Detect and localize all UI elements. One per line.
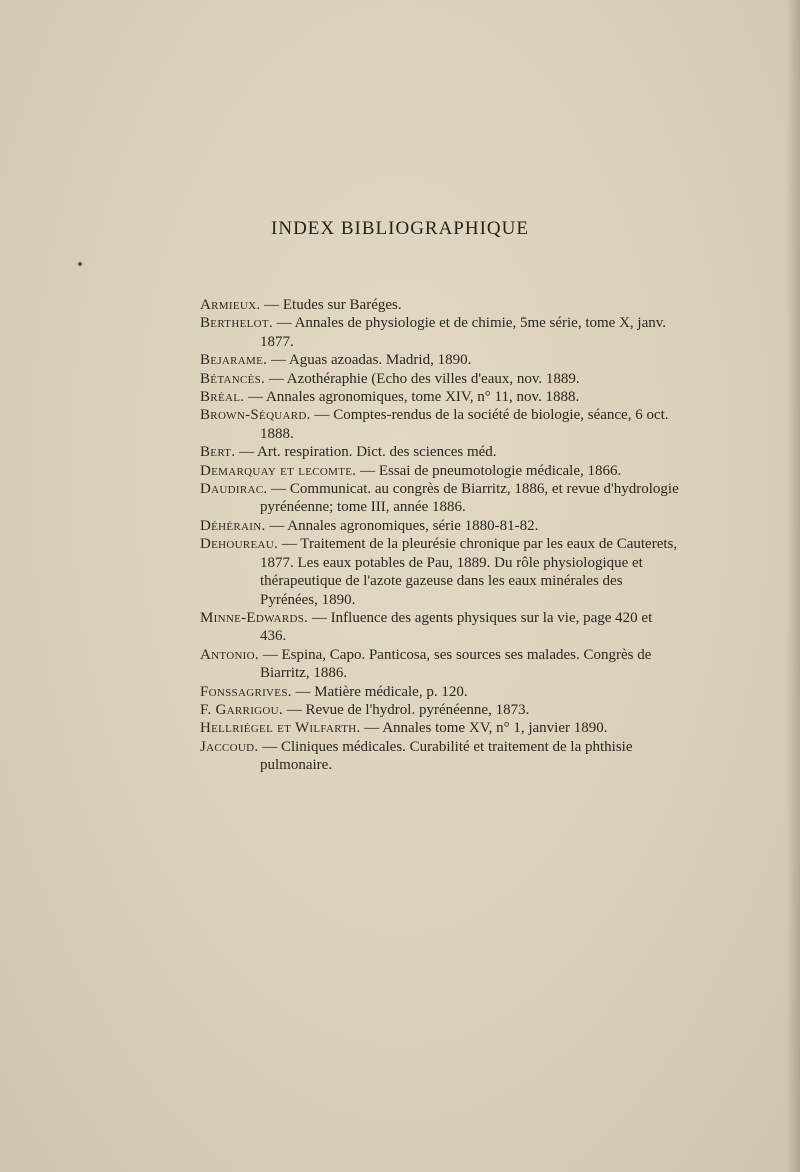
- entry-author: Bejarame.: [200, 352, 268, 369]
- entry-reference: — Art. respiration. Dict. des sciences méd.: [235, 444, 497, 461]
- bibliography-entry: [200, 388, 680, 406]
- bibliography-entry: [200, 683, 680, 701]
- entry-reference: — Azothéraphie (Echo des villes d'eaux, nov. 1889.: [265, 370, 580, 387]
- bibliography-index: [200, 296, 680, 775]
- entry-author: Brown-Séquard.: [200, 407, 311, 424]
- entry-author: Daudirac.: [200, 481, 268, 498]
- entry-author: Déhérain.: [200, 517, 266, 534]
- entry-author: Minne-Edwards.: [200, 609, 309, 626]
- bibliography-entry: [200, 462, 680, 480]
- bibliography-entry: [200, 517, 680, 535]
- entry-reference: — Influence des agents physiques sur la vie, page 420 et 436.: [260, 609, 653, 645]
- entry-author: Dehoureau.: [200, 536, 279, 553]
- entry-reference: — Comptes-rendus de la société de biologie, séance, 6 oct. 1888.: [260, 407, 669, 442]
- bibliography-entry: [200, 480, 680, 517]
- entry-author: F. Garrigou.: [200, 701, 283, 718]
- entry-reference: — Traitement de la pleurésie chronique par les eaux de Cauterets, 1877. Les eaux potables de Pau, 1889. Du rôle physiologique et thérapeutique de l'azote gazeuse dans les eaux minérales des Pyrénées, 1890.: [260, 536, 678, 608]
- entry-author: Bréal.: [200, 389, 245, 406]
- bibliography-entry: [200, 296, 680, 314]
- entry-reference: — Essai de pneumotologie médicale, 1866.: [356, 462, 622, 479]
- entry-reference: — Aguas azoadas. Madrid, 1890.: [267, 352, 472, 369]
- bibliography-entry: [200, 701, 680, 719]
- entry-reference: — Cliniques médicales. Curabilité et traitement de la phthisie pulmonaire.: [258, 738, 633, 774]
- entry-author: Bert.: [200, 444, 236, 461]
- bibliography-entry: [200, 738, 680, 775]
- entry-author: Hellriégel et Wilfarth.: [200, 720, 361, 737]
- entry-reference: — Espina, Capo. Panticosa, ses sources ses malades. Congrès de Biarritz, 1886.: [258, 646, 652, 682]
- stray-mark: [78, 262, 82, 266]
- entry-author: Antonio.: [200, 646, 259, 663]
- entry-reference: — Annales tome XV, n° 1, janvier 1890.: [360, 720, 608, 737]
- bibliography-entry: [200, 719, 680, 737]
- bibliography-entry: [200, 535, 680, 609]
- entry-reference: — Annales agronomiques, tome XIV, n° 11, nov. 1888.: [244, 389, 580, 406]
- entry-author: Demarquay et lecomte.: [200, 462, 357, 479]
- entry-reference: — Annales de physiologie et de chimie, 5me série, tome X, janv. 1877.: [260, 315, 667, 350]
- entry-reference: — Etudes sur Baréges.: [260, 297, 402, 313]
- entry-author: Armieux.: [200, 297, 261, 313]
- entry-reference: — Communicat. au congrès de Biarritz, 1886, et revue d'hydrologie pyrénéenne; tome III, année 1886.: [260, 481, 679, 516]
- bibliography-entry: [200, 443, 680, 461]
- entry-reference: — Matière médicale, p. 120.: [291, 683, 468, 700]
- entry-author: Jaccoud.: [200, 738, 259, 755]
- entry-reference: — Annales agronomiques, série 1880-81-82.: [265, 517, 539, 534]
- bibliography-entry: [200, 646, 680, 683]
- entry-reference: — Revue de l'hydrol. pyrénéenne, 1873.: [282, 701, 530, 718]
- entry-author: Bétancès.: [200, 370, 266, 387]
- bibliography-entry: [200, 609, 680, 646]
- bibliography-entry: [200, 314, 680, 351]
- entry-author: Berthelot.: [200, 315, 273, 332]
- page-title: INDEX BIBLIOGRAPHIQUE: [271, 218, 529, 239]
- bibliography-entry: [200, 351, 680, 369]
- bibliography-entry: [200, 406, 680, 443]
- page-edge-shadow: [786, 0, 800, 1172]
- entry-author: Fonssagrives.: [200, 683, 292, 700]
- bibliography-entry: [200, 370, 680, 388]
